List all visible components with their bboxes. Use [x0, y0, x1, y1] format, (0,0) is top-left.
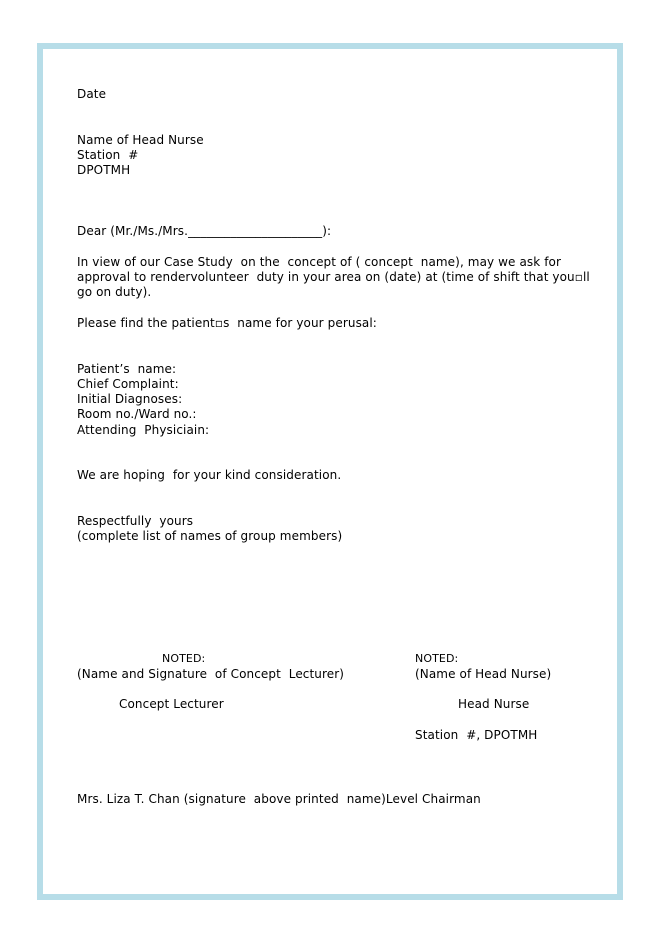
body-line-1: In view of our Case Study on the concept of ( concept name), may we ask for [77, 255, 562, 269]
date-label: Date [77, 87, 107, 101]
chairman-line: Mrs. Liza T. Chan (signature above printed name)Level Chairman [77, 792, 481, 806]
noted-right-title: Head Nurse [458, 697, 530, 711]
field-initial-diagnoses: Initial Diagnoses: [77, 392, 183, 406]
recipient-name: Name of Head Nurse [77, 133, 204, 147]
group-members: (complete list of names of group members) [77, 529, 343, 543]
noted-left-label: NOTED: [162, 652, 206, 665]
body-line-3: go on duty). [77, 285, 152, 299]
field-patient-name: Patient’s name: [77, 362, 177, 376]
recipient-hospital: DPOTMH [77, 163, 131, 177]
noted-right-station: Station #, DPOTMH [415, 728, 538, 742]
body-line-2: approval to rendervolunteer duty in your area on (date) at (time of shift that you▫ll [77, 270, 590, 284]
sign-off: Respectfully yours [77, 514, 194, 528]
noted-left-name-line: (Name and Signature of Concept Lecturer) [77, 667, 345, 681]
field-room-ward: Room no./Ward no.: [77, 407, 197, 421]
recipient-station: Station # [77, 148, 139, 162]
field-attending-physician: Attending Physiciain: [77, 423, 210, 437]
field-chief-complaint: Chief Complaint: [77, 377, 179, 391]
salutation: Dear (Mr./Ms./Mrs.______________________): [77, 224, 332, 238]
noted-right-label: NOTED: [415, 652, 459, 665]
perusal-line: Please find the patient▫s name for your perusal: [77, 316, 377, 330]
noted-left-title: Concept Lecturer [119, 697, 224, 711]
noted-right-name-line: (Name of Head Nurse) [415, 667, 552, 681]
closing-hope: We are hoping for your kind consideration. [77, 468, 342, 482]
